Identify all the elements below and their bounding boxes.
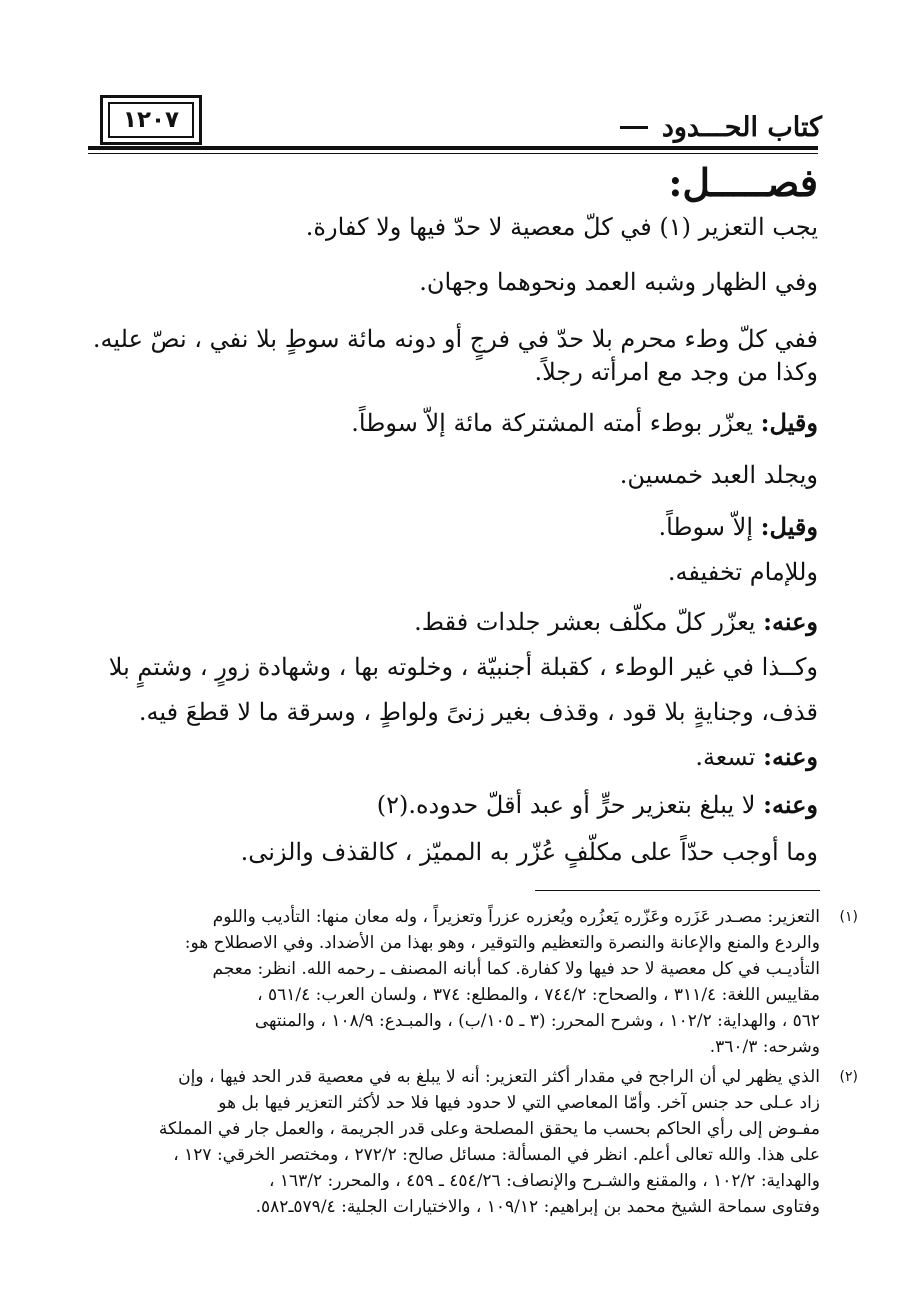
line-text: وكذا من وجد مع امرأته رجلاً. [534,358,818,386]
footnote-line: والهداية: ١٠٢/٢ ، والمقنع والشـرح والإنصاف: ٤٥٤/٢٦ ـ ٤٥٩ ، والمحرر: ١٦٣/٢ ، [269,1171,820,1191]
footnote-line: التعزير: مصـدر عَزَره وعَزّره يَعزُره ويُعزره عزراً وتعزيراً ، وله معان منها: التأديب واللوم [212,907,820,927]
footnote-line: والردع والمنع والإعانة والنصرة والتعظيم والتوقير ، وهو بهذا من الأضداد. وفي الاصطلاح هو: [184,933,820,953]
main-line [139,697,818,727]
main-line [93,324,818,354]
line-text: يجب التعزير (١) في كلّ معصية لا حدّ فيها ولا كفارة. [305,213,818,241]
line-text: وما أوجب حدّاً على مكلّفٍ عُزّر به المميّز ، كالقذف والزنى. [240,838,818,866]
line-text: ففي كلّ وطء محرم بلا حدّ في فرجٍ أو دونه مائة سوطٍ بلا نفي ، نصّ عليه. [92,325,818,353]
main-line [695,742,818,772]
footnote-separator [535,890,820,891]
running-title: كتاب الحـــدود [661,112,822,143]
main-line [620,460,818,490]
line-text: لا يبلغ بتعزير حرٍّ أو عبد أقلّ حدوده.(٢) [376,791,764,819]
main-line [306,212,818,242]
footnote-line: التأديـب في كل معصية لا حد فيها ولا كفارة. كما أبانه المصنف ـ رحمه الله. انظر: معجم [212,959,820,979]
main-line [109,652,818,682]
footnote-line: زاد عـلى حد جنس آخر. وأمّا المعاصي التي لا حدود فيها فلا حد لأكثر التعزير فيها بل هو [218,1093,820,1113]
header-rule [88,146,818,150]
running-head [620,112,822,143]
line-text: يعزّر كلّ مكلّف بعشر جلدات فقط. [414,608,764,636]
running-head-dash [620,126,648,129]
line-text: وكــذا في غير الوطء ، كقبلة أجنبيّة ، وخلوته بها ، وشهادة زورٍ ، وشتمٍ بلا [108,653,818,681]
line-keyword: وعنه: [763,742,818,771]
footnote-line: مقاييس اللغة: ٣١١/٤ ، والصحاح: ٧٤٤/٢ ، والمطلع: ٣٧٤ ، ولسان العرب: ٥٦١/٤ ، [257,985,820,1005]
page-number-frame [100,95,202,145]
line-text: تسعة. [695,743,764,771]
main-line [414,607,818,637]
line-text: يعزّر بوطء أمته المشتركة مائة إلاّ سوطاً. [351,409,761,437]
main-line [377,790,818,820]
header-rule-thin [88,153,818,154]
line-keyword: وقيل: [760,408,818,437]
footnote [90,905,858,1061]
footnote-line: مفـوض إلى رأي الحاكم بحسب ما يحقق المصلحة وعلى قدر الجريمة ، والعمل جار في المملكة [158,1119,820,1139]
footnote-line: ٥٦٢ ، والهداية: ١٠٢/٢ ، وشرح المحرر: (٣ ـ ١٠٥/ب) ، والمبـدع: ١٠٨/٩ ، والمنتهى [254,1011,820,1031]
line-keyword: وقيل: [760,512,818,541]
section-title: فصـــــل: [668,160,818,205]
footnote-line: وفتاوى سماحة الشيخ محمد بن إبراهيم: ١٠٩/١٢ ، والاختيارات الجلية: ٥٧٩/٤ـ٥٨٢. [255,1197,820,1217]
main-line [351,408,818,438]
main-line [658,512,818,542]
footnote-line: وشرحه: ٣٦٠/٣. [709,1037,820,1057]
main-line [534,357,818,387]
page-number: ١٢٠٧ [108,102,194,138]
line-text: قذف، وجنايةٍ بلا قود ، وقذف بغير زنىً ولواطٍ ، وسرقة ما لا قطعَ فيه. [138,698,818,726]
line-text: إلاّ سوطاً. [658,513,761,541]
line-text: وللإمام تخفيفه. [667,558,818,586]
footnote-line: الذي يظهر لي أن الراجح في مقدار أكثر التعزير: أنه لا يبلغ به في معصية قدر الحد فيها ، وإن [178,1067,820,1087]
main-line [241,837,818,867]
footnote [90,1065,858,1221]
footnote-number: (٢) [839,1069,858,1085]
line-keyword: وعنه: [763,607,818,636]
line-text: ويجلد العبد خمسين. [619,461,818,489]
footnote-number: (١) [839,909,858,925]
main-line [668,557,818,587]
main-line [419,267,818,297]
footnotes [90,905,858,1225]
line-keyword: وعنه: [763,790,818,819]
footnote-line: على هذا. والله تعالى أعلم. انظر في المسألة: مسائل صالح: ٢٧٢/٢ ، ومختصر الخرقي: ١٢٧ ، [173,1145,820,1165]
line-text: وفي الظهار وشبه العمد ونحوهما وجهان. [419,268,818,296]
